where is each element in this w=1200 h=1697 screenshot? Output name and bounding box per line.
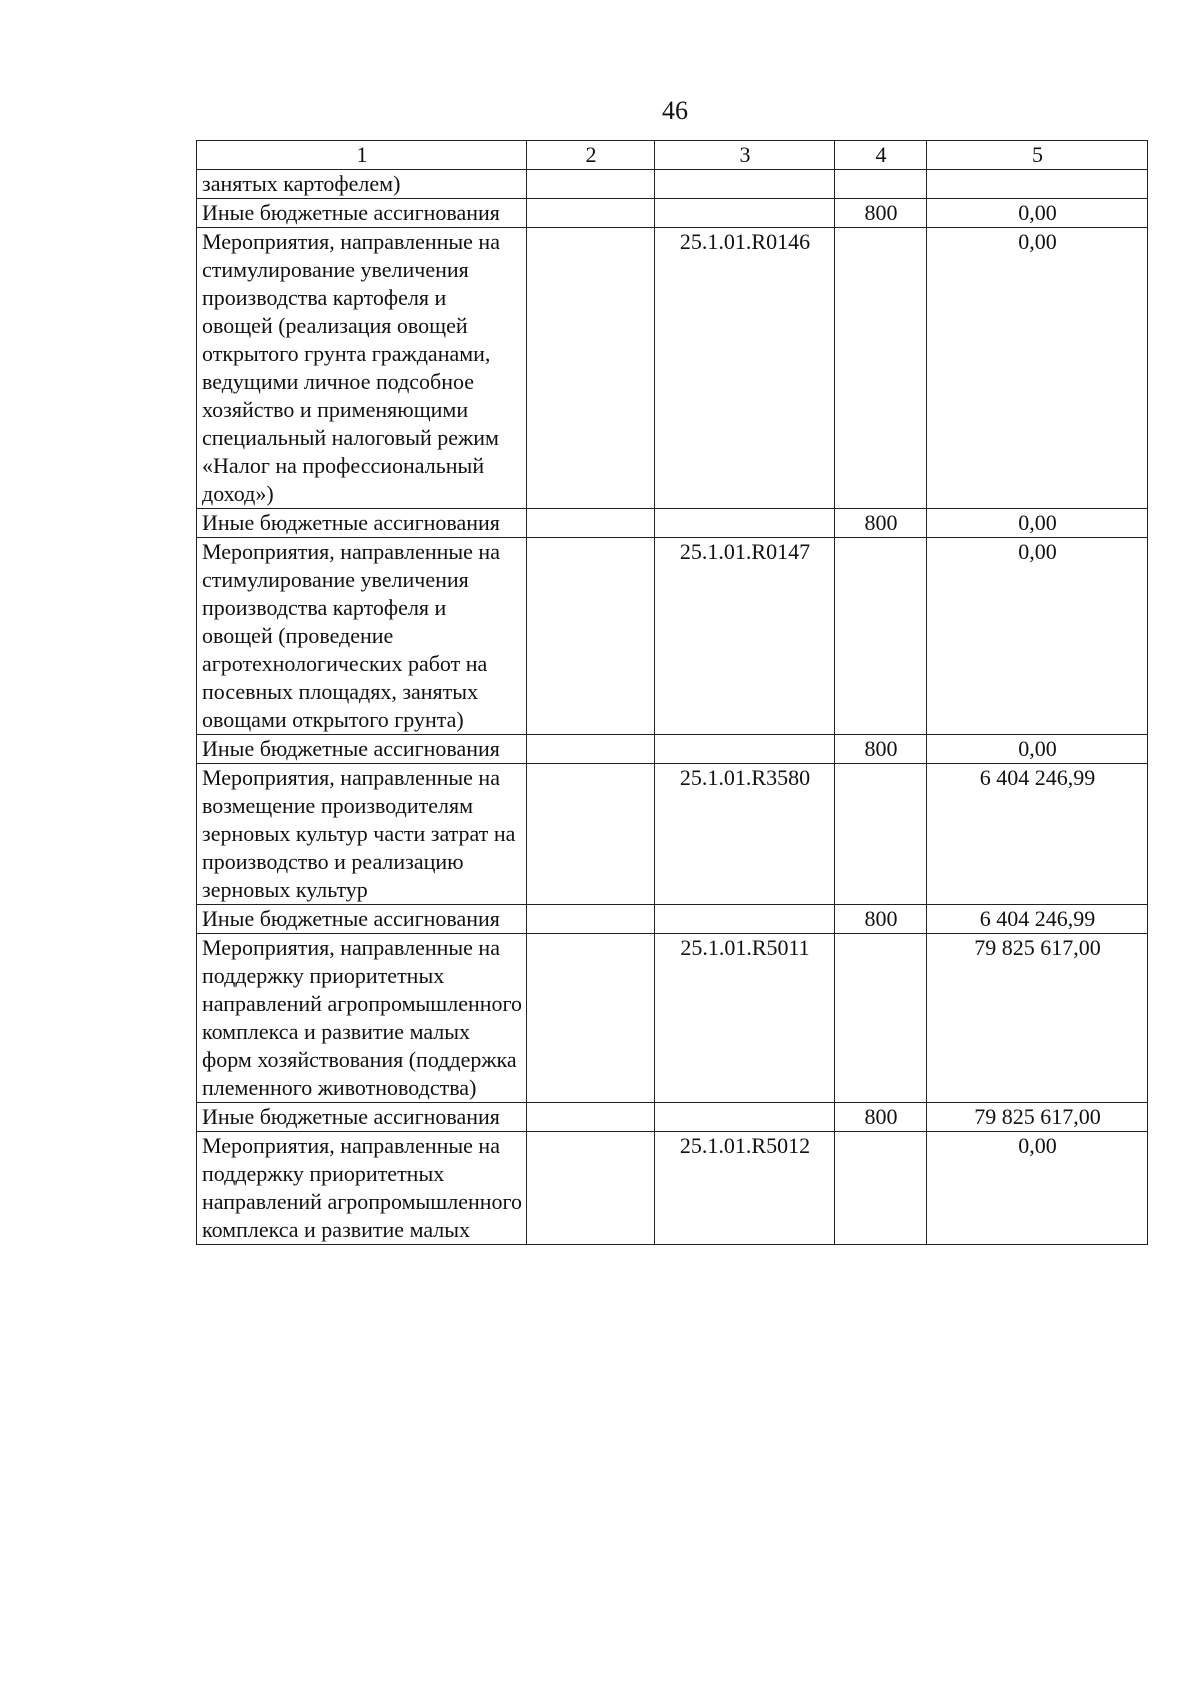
- row-name: занятых картофелем): [197, 170, 527, 199]
- header-col-2: 2: [527, 141, 655, 170]
- row-name: Мероприятия, направленные на стимулирование увеличения производства картофеля и овощей (реализация овощей открытого грунта гражданами, ведущими личное подсобное хозяйство и применяющими специальный налоговый режим «Налог на профессиональный доход»): [197, 228, 527, 509]
- row-col-2: [527, 934, 655, 1103]
- row-name: Иные бюджетные ассигнования: [197, 199, 527, 228]
- table-row: [197, 735, 1148, 764]
- row-name: Мероприятия, направленные на поддержку приоритетных направлений агропромышленного комплекса и развитие малых форм хозяйствования (поддержка племенного животноводства): [197, 934, 527, 1103]
- table-row: [197, 228, 1148, 509]
- row-type: 800: [835, 735, 927, 764]
- row-amount: 79 825 617,00: [927, 934, 1148, 1103]
- row-amount: 0,00: [927, 1132, 1148, 1245]
- row-type: 800: [835, 509, 927, 538]
- table-row: [197, 764, 1148, 905]
- row-type: 800: [835, 199, 927, 228]
- row-col-2: [527, 228, 655, 509]
- row-amount: 79 825 617,00: [927, 1103, 1148, 1132]
- row-type: [835, 934, 927, 1103]
- row-col-2: [527, 1103, 655, 1132]
- row-col-2: [527, 538, 655, 735]
- row-name: Мероприятия, направленные на возмещение производителям зерновых культур части затрат на производство и реализацию зерновых культур: [197, 764, 527, 905]
- table-row: [197, 905, 1148, 934]
- row-code: [655, 905, 835, 934]
- row-name: Мероприятия, направленные на поддержку приоритетных направлений агропромышленного комплекса и развитие малых: [197, 1132, 527, 1245]
- row-type: 800: [835, 905, 927, 934]
- row-type: [835, 170, 927, 199]
- header-col-5: 5: [927, 141, 1148, 170]
- row-amount: 6 404 246,99: [927, 905, 1148, 934]
- header-col-3: 3: [655, 141, 835, 170]
- row-type: [835, 538, 927, 735]
- row-amount: 0,00: [927, 199, 1148, 228]
- row-type: [835, 764, 927, 905]
- row-code: [655, 199, 835, 228]
- row-code: 25.1.01.R5012: [655, 1132, 835, 1245]
- row-amount: 0,00: [927, 735, 1148, 764]
- row-amount: 0,00: [927, 509, 1148, 538]
- header-col-1: 1: [197, 141, 527, 170]
- row-code: 25.1.01.R3580: [655, 764, 835, 905]
- row-col-2: [527, 905, 655, 934]
- table-row: [197, 1103, 1148, 1132]
- row-type: [835, 228, 927, 509]
- row-code: 25.1.01.R0146: [655, 228, 835, 509]
- row-name: Иные бюджетные ассигнования: [197, 735, 527, 764]
- table-row: [197, 170, 1148, 199]
- row-type: [835, 1132, 927, 1245]
- row-code: 25.1.01.R0147: [655, 538, 835, 735]
- row-code: [655, 509, 835, 538]
- row-name: Иные бюджетные ассигнования: [197, 905, 527, 934]
- page-number: 46: [662, 96, 688, 125]
- table-row: [197, 509, 1148, 538]
- header-row: [197, 141, 1148, 170]
- row-amount: 6 404 246,99: [927, 764, 1148, 905]
- row-col-2: [527, 764, 655, 905]
- row-amount: 0,00: [927, 228, 1148, 509]
- table-row: [197, 934, 1148, 1103]
- header-col-4: 4: [835, 141, 927, 170]
- table-row: [197, 538, 1148, 735]
- row-type: 800: [835, 1103, 927, 1132]
- row-amount: [927, 170, 1148, 199]
- row-col-2: [527, 735, 655, 764]
- row-col-2: [527, 170, 655, 199]
- row-name: Иные бюджетные ассигнования: [197, 509, 527, 538]
- budget-table: [196, 140, 1148, 1245]
- row-name: Иные бюджетные ассигнования: [197, 1103, 527, 1132]
- row-col-2: [527, 1132, 655, 1245]
- row-code: [655, 1103, 835, 1132]
- row-amount: 0,00: [927, 538, 1148, 735]
- table-row: [197, 199, 1148, 228]
- table-row: [197, 1132, 1148, 1245]
- row-col-2: [527, 199, 655, 228]
- row-code: [655, 735, 835, 764]
- row-col-2: [527, 509, 655, 538]
- row-name: Мероприятия, направленные на стимулирование увеличения производства картофеля и овощей (проведение агротехнологических работ на посевных площадях, занятых овощами открытого грунта): [197, 538, 527, 735]
- row-code: [655, 170, 835, 199]
- row-code: 25.1.01.R5011: [655, 934, 835, 1103]
